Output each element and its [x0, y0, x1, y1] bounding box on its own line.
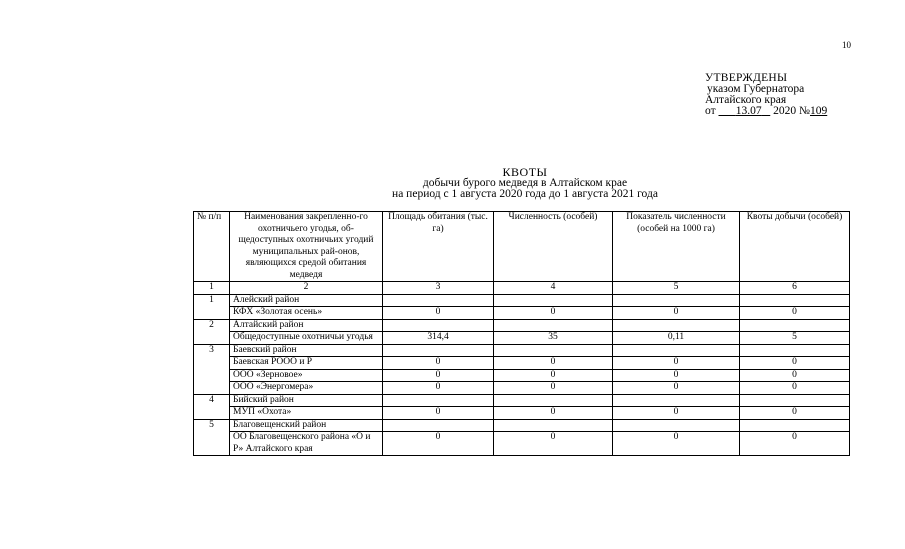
empty-cell: [613, 319, 740, 332]
count-cell: 0: [494, 407, 613, 420]
row-number-cell: 4: [194, 394, 230, 419]
approval-number-sign: №: [799, 105, 810, 117]
quota-table: [193, 211, 850, 456]
table-row: [194, 369, 850, 382]
district-row: [194, 344, 850, 357]
column-number-cell: 5: [613, 282, 740, 295]
row-number-cell: 5: [194, 419, 230, 456]
count-cell: 0: [494, 369, 613, 382]
header-cell-name: Наименования закрепленно-го охотничьего угодья, об-щедоступных охотничьих угодий муниципальных рай-онов, являющихся средой обитания медведя: [230, 212, 383, 282]
district-name-cell: Баевский район: [230, 344, 383, 357]
hunting-ground-name-cell: КФХ «Золотая осень»: [230, 307, 383, 320]
heading-subtitle-2: на период с 1 августа 2020 года до 1 августа 2021 года: [392, 188, 658, 200]
approval-stamp: [705, 73, 827, 117]
quota-cell: 0: [740, 432, 850, 456]
empty-cell: [383, 319, 494, 332]
quota-cell: 0: [740, 407, 850, 420]
row-number-cell: 1: [194, 294, 230, 319]
empty-cell: [740, 294, 850, 307]
district-row: [194, 319, 850, 332]
district-row: [194, 394, 850, 407]
heading-subtitle-1: добычи бурого медведя в Алтайском крае: [422, 177, 628, 189]
quota-cell: 0: [740, 369, 850, 382]
density-cell: 0: [613, 369, 740, 382]
density-cell: 0,11: [613, 332, 740, 345]
area-cell: 0: [383, 369, 494, 382]
table-row: [194, 382, 850, 395]
empty-cell: [494, 419, 613, 432]
table-row: [194, 357, 850, 370]
area-cell: 0: [383, 357, 494, 370]
hunting-ground-name-cell: Баевская РООО и Р: [230, 357, 383, 370]
header-cell-number: № п/п: [194, 212, 230, 282]
table-row: [194, 432, 850, 456]
area-cell: 314,4: [383, 332, 494, 345]
area-cell: 0: [383, 307, 494, 320]
quota-cell: 0: [740, 357, 850, 370]
district-row: [194, 419, 850, 432]
approval-date: 13.07: [735, 105, 762, 117]
table-row: [194, 407, 850, 420]
column-number-cell: 2: [230, 282, 383, 295]
hunting-ground-name-cell: ООО «Зерновое»: [230, 369, 383, 382]
page-number: 10: [842, 40, 851, 50]
quota-cell: 5: [740, 332, 850, 345]
table-body: [194, 282, 850, 456]
count-cell: 0: [494, 307, 613, 320]
empty-cell: [740, 419, 850, 432]
area-cell: 0: [383, 432, 494, 456]
empty-cell: [740, 319, 850, 332]
density-cell: 0: [613, 432, 740, 456]
approval-line-2: указом Губернатора: [707, 83, 805, 95]
column-number-cell: 3: [383, 282, 494, 295]
approval-year: 2020: [773, 105, 797, 117]
district-name-cell: Алейский район: [230, 294, 383, 307]
column-number-cell: 6: [740, 282, 850, 295]
count-cell: 0: [494, 357, 613, 370]
empty-cell: [383, 294, 494, 307]
hunting-ground-name-cell: Общедоступные охотничьи угодья: [230, 332, 383, 345]
approval-number: 109: [809, 105, 828, 117]
district-name-cell: Бийский район: [230, 394, 383, 407]
empty-cell: [613, 344, 740, 357]
quota-cell: 0: [740, 307, 850, 320]
header-cell-area: Площадь обитания (тыс. га): [383, 212, 494, 282]
column-number-cell: 4: [494, 282, 613, 295]
hunting-ground-name-cell: ООО «Энергомера»: [230, 382, 383, 395]
count-cell: 0: [494, 432, 613, 456]
row-number-cell: 3: [194, 344, 230, 394]
table-header-row: [194, 212, 850, 282]
density-cell: 0: [613, 382, 740, 395]
quota-cell: 0: [740, 382, 850, 395]
empty-cell: [383, 394, 494, 407]
empty-cell: [613, 394, 740, 407]
area-cell: 0: [383, 407, 494, 420]
hunting-ground-name-cell: ОО Благовещенского района «О и Р» Алтайского края: [230, 432, 383, 456]
approval-date-line: [705, 106, 827, 117]
hunting-ground-name-cell: МУП «Охота»: [230, 407, 383, 420]
empty-cell: [740, 344, 850, 357]
district-name-cell: Алтайский район: [230, 319, 383, 332]
density-cell: 0: [613, 357, 740, 370]
approval-from-label: от: [705, 105, 716, 117]
density-cell: 0: [613, 307, 740, 320]
empty-cell: [613, 419, 740, 432]
column-number-cell: 1: [194, 282, 230, 295]
header-cell-count: Численность (особей): [494, 212, 613, 282]
column-number-row: [194, 282, 850, 295]
heading-title: КВОТЫ: [502, 165, 548, 179]
area-cell: 0: [383, 382, 494, 395]
empty-cell: [494, 294, 613, 307]
table-row: [194, 307, 850, 320]
approval-title: УТВЕРЖДЕНЫ: [705, 72, 788, 84]
count-cell: 35: [494, 332, 613, 345]
empty-cell: [494, 344, 613, 357]
count-cell: 0: [494, 382, 613, 395]
approval-line-3: Алтайского края: [705, 94, 787, 106]
row-number-cell: 2: [194, 319, 230, 344]
empty-cell: [383, 419, 494, 432]
empty-cell: [383, 344, 494, 357]
document-heading: [300, 167, 750, 200]
header-cell-quota: Квоты добычи (особей): [740, 212, 850, 282]
district-name-cell: Благовещенский район: [230, 419, 383, 432]
header-cell-density: Показатель численности (особей на 1000 га): [613, 212, 740, 282]
empty-cell: [740, 394, 850, 407]
table-row: [194, 332, 850, 345]
empty-cell: [494, 394, 613, 407]
density-cell: 0: [613, 407, 740, 420]
empty-cell: [494, 319, 613, 332]
empty-cell: [613, 294, 740, 307]
district-row: [194, 294, 850, 307]
